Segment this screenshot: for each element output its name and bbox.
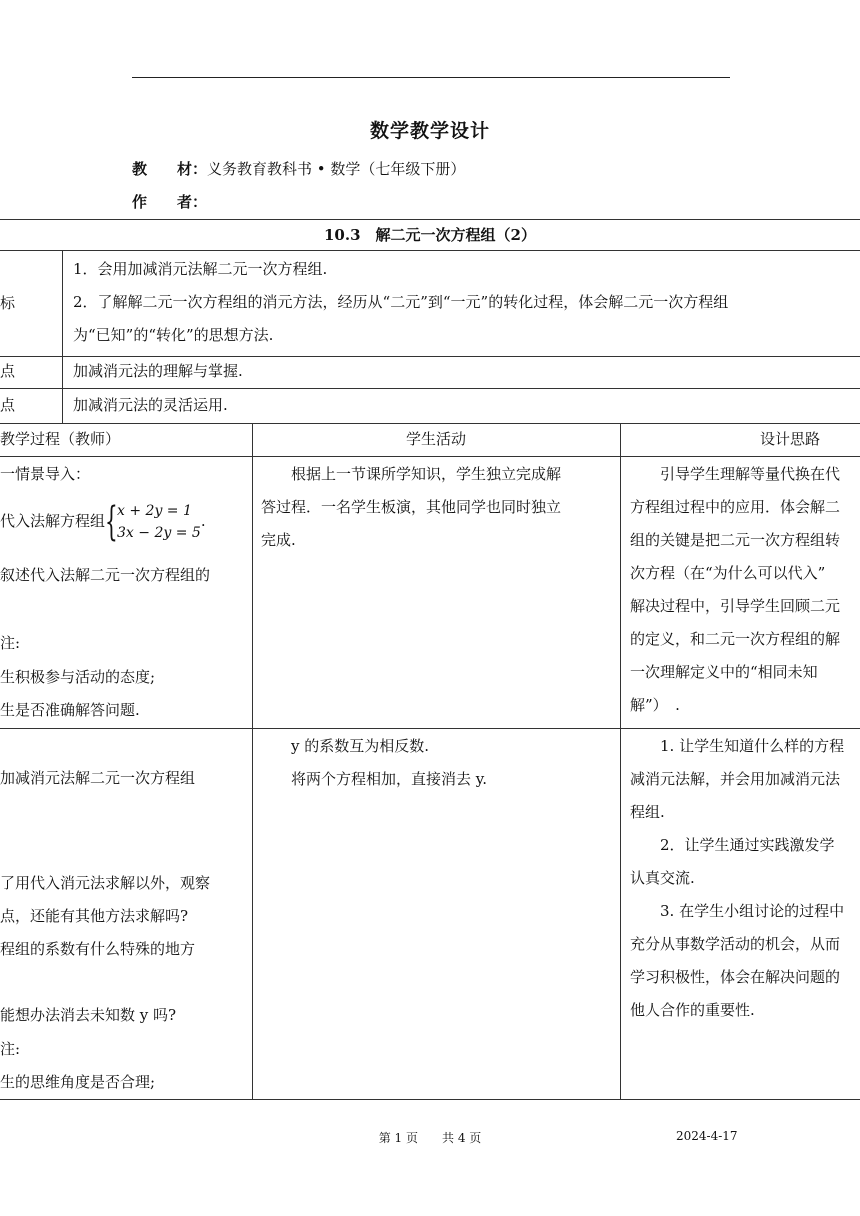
- footer-date: 2024-4-17: [676, 1129, 738, 1143]
- table-col-rule: [62, 250, 63, 423]
- s1-teacher-equation-prefix: 代入法解方程组: [0, 512, 106, 530]
- s1-design-line: 组的关键是把二元一次方程组转: [630, 531, 841, 549]
- brace-symbol: {: [105, 499, 118, 545]
- s1-teacher-line: 注:: [0, 634, 21, 652]
- s2-design-line: 他人合作的重要性.: [630, 1001, 755, 1019]
- s1-design-line: 引导学生理解等量代换在代: [660, 465, 841, 483]
- s2-teacher-line: 点，还能有其他方法求解吗?: [0, 907, 189, 925]
- table-rule: [0, 456, 860, 457]
- s1-design-line: 次方程（在“为什么可以代入”: [630, 564, 826, 582]
- column-header-design: 设计思路: [760, 430, 821, 448]
- material-label: 教 材：: [132, 160, 208, 178]
- author-line: [132, 191, 207, 212]
- s2-design-line: 减消元法解，并会用加减消元法: [630, 770, 841, 788]
- s2-design-line: 充分从事数学活动的机会，从而: [630, 935, 841, 953]
- s1-teacher-line: 生是否准确解答问题.: [0, 701, 140, 719]
- s1-teacher-line: 生积极参与活动的态度;: [0, 668, 156, 686]
- s2-design-line: 学习积极性，体会在解决问题的: [630, 968, 841, 986]
- key-point-text: 加减消元法的理解与掌握.: [73, 362, 243, 380]
- s1-teacher-line: 叙述代入法解二元一次方程组的: [0, 566, 211, 584]
- equation-system: [105, 500, 201, 544]
- s1-design-line: 解”） .: [630, 696, 680, 714]
- s2-design-line: 1. 让学生知道什么样的方程: [660, 737, 845, 755]
- s2-teacher-line: 生的思维角度是否合理;: [0, 1073, 156, 1091]
- s2-design-line: 3. 在学生小组讨论的过程中: [660, 902, 845, 920]
- s2-teacher-line: 加减消元法解二元一次方程组: [0, 769, 196, 787]
- s1-design-line: 解决过程中，引导学生回顾二元: [630, 597, 841, 615]
- table-rule: [0, 728, 860, 729]
- difficult-point-text: 加减消元法的灵活运用.: [73, 396, 228, 414]
- goal-item: 为“已知”的“转化”的思想方法.: [73, 326, 274, 344]
- lesson-title: 10.3 解二元一次方程组（2）: [324, 226, 536, 244]
- s2-design-notes: [630, 730, 860, 1027]
- s2-student-line: 将两个方程相加，直接消去 y.: [291, 770, 488, 788]
- s1-student-line: 完成.: [261, 531, 296, 549]
- author-label: 作 者：: [132, 193, 208, 211]
- s1-design-line: 一次理解定义中的“相同未知: [630, 663, 818, 681]
- s2-teacher-line: 程组的系数有什么特殊的地方: [0, 940, 196, 958]
- s1-design-notes: [630, 458, 860, 722]
- s2-design-line: 2．让学生通过实践激发学: [660, 836, 835, 854]
- page-number: 第 1 页 共 4 页: [378, 1131, 482, 1145]
- key-point-label: 点: [0, 362, 16, 380]
- s1-student-line: 答过程．一名学生板演，其他同学也同时独立: [261, 498, 562, 516]
- s2-student-activity: [261, 730, 617, 796]
- table-col-rule: [252, 423, 253, 1099]
- s1-teacher-equation-suffix: .: [200, 512, 206, 530]
- document-title: 数学教学设计: [369, 120, 490, 142]
- goal-list: [73, 253, 860, 352]
- s2-teacher-line: 能想办法消去未知数 y 吗?: [0, 1006, 177, 1024]
- s1-student-activity: [261, 458, 617, 557]
- column-header-student: 学生活动: [405, 430, 466, 448]
- table-border-bottom: [0, 1099, 860, 1100]
- s1-teacher-line: 一情景导入：: [0, 465, 91, 483]
- s2-teacher-line: 了用代入消元法求解以外，观察: [0, 874, 211, 892]
- header-rule: [132, 77, 730, 78]
- s2-design-line: 程组.: [630, 803, 665, 821]
- goal-row-label: 标: [0, 294, 16, 312]
- s1-design-line: 的定义，和二元一次方程组的解: [630, 630, 841, 648]
- equation-1: x + 2y = 1: [117, 503, 192, 519]
- goal-item: 2．了解解二元一次方程组的消元方法，经历从“二元”到“一元”的转化过程，体会解二元一次方程组: [73, 293, 729, 311]
- s2-teacher-line: 注:: [0, 1040, 21, 1058]
- material-line: [132, 158, 465, 179]
- material-value: 义务教育教科书 • 数学（七年级下册）: [207, 160, 466, 178]
- table-col-rule: [620, 423, 621, 1099]
- s2-design-line: 认真交流.: [630, 869, 695, 887]
- s1-design-line: 方程组过程中的应用．体会解二: [630, 498, 841, 516]
- goal-item: 1．会用加减消元法解二元一次方程组.: [73, 260, 328, 278]
- equation-2: 3x − 2y = 5: [117, 525, 201, 541]
- s2-student-line: y 的系数互为相反数.: [291, 737, 430, 755]
- column-header-teacher: 教学过程（教师）: [0, 430, 121, 448]
- difficult-point-label: 点: [0, 396, 16, 414]
- s1-student-line: 根据上一节课所学知识，学生独立完成解: [291, 465, 562, 483]
- s1-teacher-equation-line: [0, 500, 206, 544]
